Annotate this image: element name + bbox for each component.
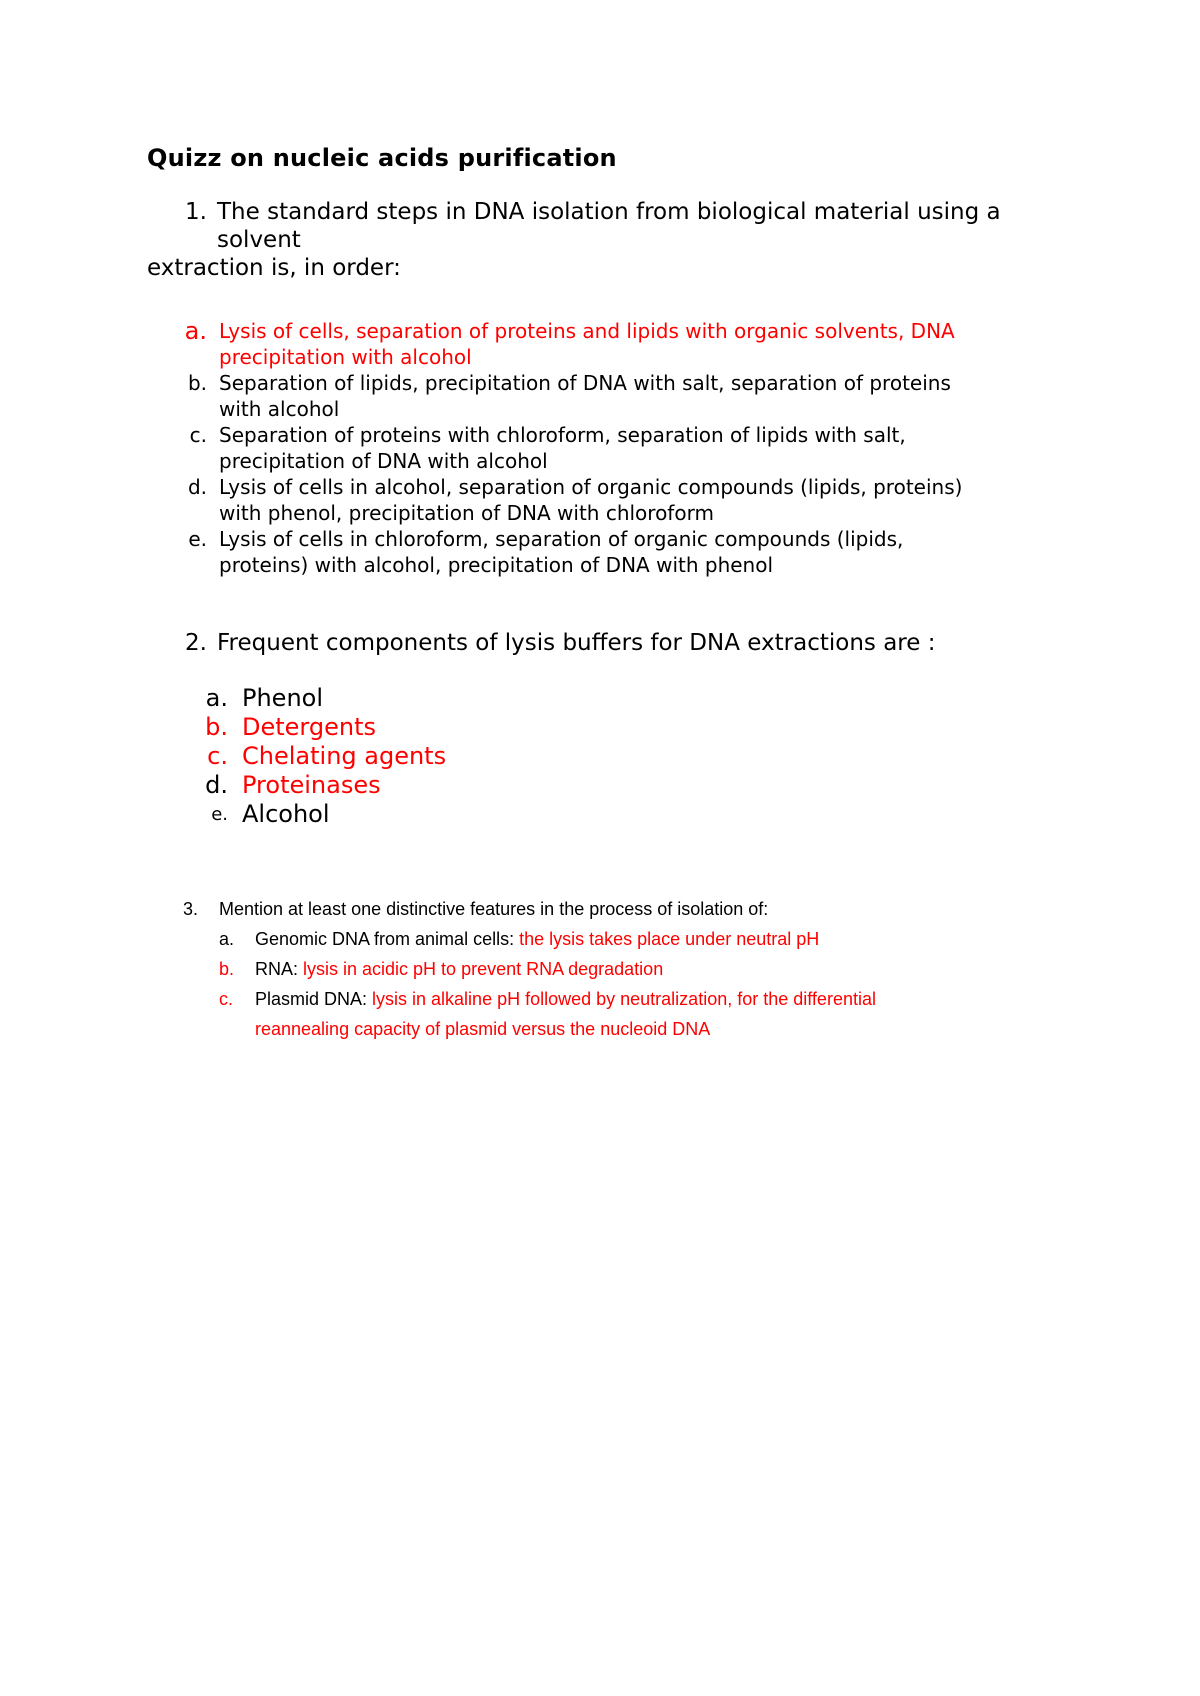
item-answer: the lysis takes place under neutral pH [519,929,820,949]
question-2-options [147,684,947,829]
question-number: 3. [183,899,199,919]
option-e [147,526,1067,578]
option-label: c. [207,742,228,770]
option-text: Proteinases [242,771,381,799]
option-text: Separation of lipids, precipitation of DNA with salt, separation of proteins [219,371,951,395]
question-1 [147,198,1067,282]
option-label: a. [184,317,207,345]
question-text-cont: solvent [217,227,301,253]
item-prompt: Plasmid DNA: [255,989,373,1009]
option-text: Phenol [242,684,324,712]
item-answer: lysis in alkaline pH followed by neutralization, for the differential [372,989,876,1009]
option-text: Alcohol [242,800,330,828]
option-text: Detergents [242,713,376,741]
option-label: c. [189,423,207,447]
item-prompt: Genomic DNA from animal cells: [255,929,520,949]
question-text: Mention at least one distinctive features in the process of isolation of: [219,899,769,919]
item-label: b. [219,959,235,979]
question-text-cont: extraction is, in order: [147,255,401,281]
option-text: Lysis of cells, separation of proteins and lipids with organic solvents, DNA [219,319,955,343]
item-label: a. [219,929,235,949]
answer-item-b [147,954,1067,984]
option-e [147,800,947,829]
option-text: Lysis of cells in alcohol, separation of organic compounds (lipids, proteins) [219,475,963,499]
question-text: Frequent components of lysis buffers for DNA extractions are : [217,630,936,656]
option-text-cont: proteins) with alcohol, precipitation of DNA with phenol [219,553,774,577]
question-1-options [147,318,1067,578]
option-label: a. [205,684,228,712]
option-label: b. [205,713,228,741]
option-c [147,422,1067,474]
option-text: Separation of proteins with chloroform, separation of lipids with salt, [219,423,906,447]
question-text: The standard steps in DNA isolation from biological material using a [217,199,1001,225]
page-title: Quizz on nucleic acids purification [147,144,617,172]
option-label: d. [187,475,207,499]
option-text-cont: with alcohol [219,397,340,421]
answer-item-c [147,984,1067,1014]
item-answer: lysis in acidic pH to prevent RNA degradation [303,959,664,979]
option-text-cont: precipitation of DNA with alcohol [219,449,548,473]
question-number: 2. [185,630,207,656]
question-3 [147,894,1067,1044]
option-text: Lysis of cells in chloroform, separation of organic compounds (lipids, [219,527,904,551]
option-label: e. [211,804,228,825]
item-label: c. [219,989,234,1009]
option-label: b. [187,371,207,395]
item-prompt: RNA: [255,959,304,979]
option-b [147,713,947,742]
option-text: Chelating agents [242,742,447,770]
option-d [147,474,1067,526]
option-text-cont: precipitation with alcohol [219,345,472,369]
option-label: e. [188,527,207,551]
answer-item-a [147,924,1067,954]
option-b [147,370,1067,422]
option-a [147,318,1067,370]
item-answer-cont: reannealing capacity of plasmid versus the nucleoid DNA [255,1019,711,1039]
option-c [147,742,947,771]
option-label: d. [205,771,228,799]
option-text-cont: with phenol, precipitation of DNA with chloroform [219,501,714,525]
question-number: 1. [185,199,207,225]
option-a [147,684,947,713]
option-d [147,771,947,800]
question-2 [147,629,1067,657]
